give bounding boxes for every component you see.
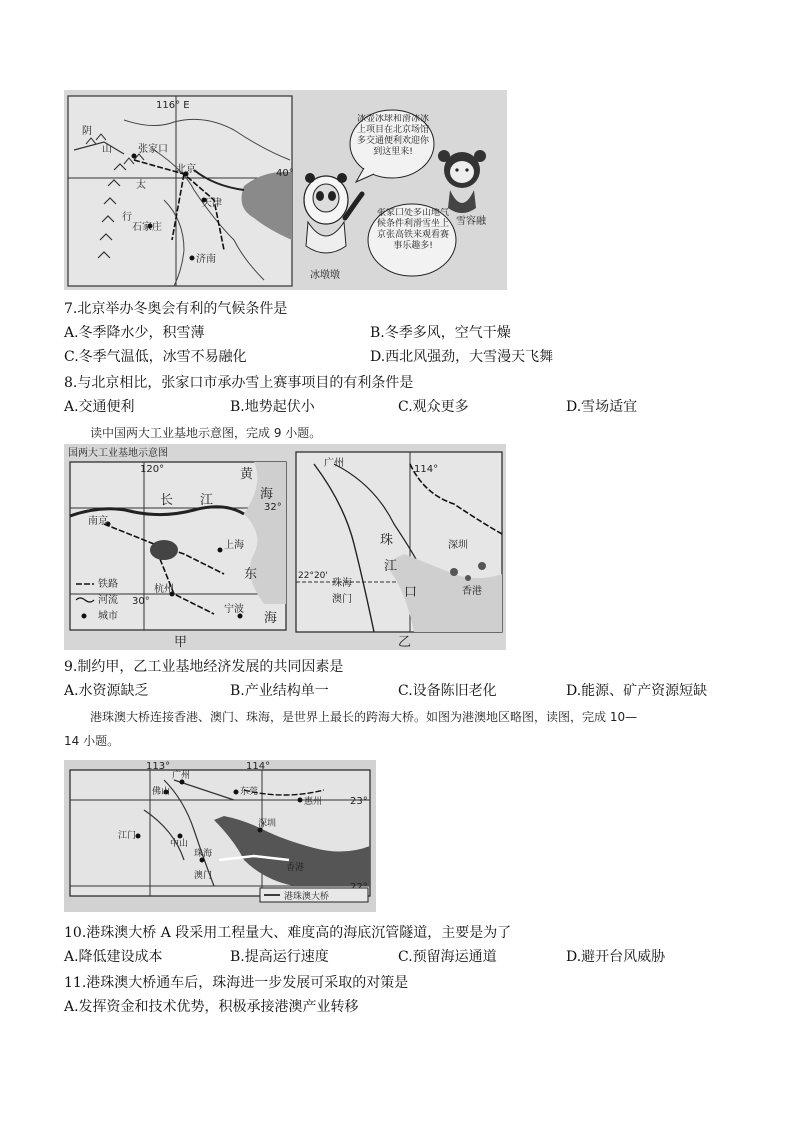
fig2-header-fragment: 国两大工业基地示意图 bbox=[68, 448, 168, 459]
q8-option-a[interactable]: A.交通便利 bbox=[64, 399, 135, 415]
q8-option-b[interactable]: B.地势起伏小 bbox=[230, 399, 315, 415]
question-9-stem: 9.制约甲，乙工业基地经济发展的共同因素是 bbox=[64, 659, 344, 675]
figure-winter-olympics-map bbox=[64, 90, 507, 290]
fig2-left-place: 长 bbox=[160, 493, 174, 508]
fig2-right-place: 澳门 bbox=[332, 594, 352, 605]
fig3-place: 珠海 bbox=[194, 849, 213, 859]
fig3-place: 深圳 bbox=[258, 819, 277, 829]
fig1-place: 天津 bbox=[202, 198, 222, 209]
fig2-left-place: 上海 bbox=[224, 540, 244, 551]
q10-option-c[interactable]: C.预留海运通道 bbox=[398, 949, 497, 965]
question-8-stem: 8.与北京相比，张家口市承办雪上赛事项目的有利条件是 bbox=[64, 375, 414, 391]
fig3-place: 香港 bbox=[286, 863, 305, 873]
fig3-place: 惠州 bbox=[304, 797, 323, 807]
figure-industrial-bases bbox=[64, 444, 506, 650]
fig1-place: 阴 bbox=[82, 126, 92, 137]
fig2-left-lon: 120° bbox=[140, 464, 165, 475]
q9-option-c[interactable]: C.设备陈旧老化 bbox=[398, 683, 497, 699]
fig2-left-lat2: 30° bbox=[132, 596, 150, 607]
intro-q10-line2: 14 小题。 bbox=[64, 734, 120, 748]
fig2-right-place: 珠 bbox=[380, 533, 394, 548]
speech-bubble-xuerongrong: 张家口处多山地气候条件利滑雪坐上京张高铁来观看赛事乐趣多! bbox=[376, 208, 449, 251]
fig2-label-yi: 乙 bbox=[398, 635, 412, 650]
fig1-place: 行 bbox=[122, 212, 132, 223]
fig2-right-place: 珠海 bbox=[332, 578, 352, 589]
q10-option-d[interactable]: D.避开台风威胁 bbox=[566, 949, 666, 965]
fig3-lon2: 114° bbox=[246, 761, 271, 772]
fig1-place: 北京 bbox=[176, 164, 196, 175]
q7-option-c[interactable]: C.冬季气温低，冰雪不易融化 bbox=[64, 349, 247, 365]
q7-option-d[interactable]: D.西北风强劲，大雪漫天飞舞 bbox=[370, 349, 554, 365]
fig2-left-place: 黄 bbox=[240, 467, 254, 482]
fig2-left-place: 宁波 bbox=[224, 604, 244, 615]
q10-option-b[interactable]: B.提高运行速度 bbox=[230, 949, 329, 965]
q7-option-a[interactable]: A.冬季降水少，积雪薄 bbox=[64, 325, 205, 341]
mascot2-name: 雪容融 bbox=[456, 216, 486, 227]
q8-option-c[interactable]: C.观众更多 bbox=[398, 399, 469, 415]
fig1-lon-label: 116° E bbox=[156, 100, 190, 111]
fig2-right-place: 口 bbox=[404, 585, 418, 600]
fig2-right-place: 香港 bbox=[462, 586, 482, 597]
fig3-lat1: 23° bbox=[350, 796, 368, 807]
fig2-right-lon: 114° bbox=[414, 464, 439, 475]
fig2-left-place: 海 bbox=[264, 611, 278, 626]
q10-option-a[interactable]: A.降低建设成本 bbox=[64, 949, 163, 965]
q11-option-a[interactable]: A.发挥资金和技术优势，积极承接港澳产业转移 bbox=[64, 999, 359, 1015]
fig2-legend-rail: 铁路 bbox=[98, 579, 118, 590]
fig3-place: 江门 bbox=[118, 831, 137, 841]
fig2-left-place: 杭州 bbox=[154, 584, 174, 595]
question-10-stem: 10.港珠澳大桥 A 段采用工程量大、难度高的海底沉管隧道，主要是为了 bbox=[64, 925, 512, 941]
fig1-place: 石家庄 bbox=[132, 222, 162, 233]
q8-option-d[interactable]: D.雪场适宜 bbox=[566, 399, 638, 415]
fig2-left-place: 海 bbox=[260, 487, 274, 502]
speech-bubble-bingdundun: 冰壶冰球和滑冰冰上项目在北京场馆多交通便利欢迎你到这里来! bbox=[356, 114, 429, 157]
fig1-lat-label: 40° bbox=[276, 168, 294, 179]
fig2-right-place: 广州 bbox=[324, 458, 344, 469]
fig1-place: 太 bbox=[136, 180, 146, 191]
fig3-place: 澳门 bbox=[194, 871, 213, 881]
q7-option-b[interactable]: B.冬季多风，空气干燥 bbox=[370, 325, 511, 341]
fig2-right-place: 江 bbox=[384, 559, 398, 574]
intro-q9: 读中国两大工业基地示意图，完成 9 小题。 bbox=[90, 426, 322, 440]
fig2-legend-river: 河流 bbox=[98, 595, 118, 606]
fig1-place: 张家口 bbox=[138, 144, 168, 155]
fig3-place: 佛山 bbox=[152, 787, 171, 797]
figure-hzmb-map bbox=[64, 760, 376, 912]
intro-q10-line1: 港珠澳大桥连接香港、澳门、珠海，是世界上最长的跨海大桥。如图为港澳地区略图，读图，完成 10— bbox=[90, 710, 638, 724]
q9-option-b[interactable]: B.产业结构单一 bbox=[230, 683, 329, 699]
fig3-lon1: 113° bbox=[146, 761, 171, 772]
fig3-legend-bridge: 港珠澳大桥 bbox=[284, 892, 330, 902]
question-7-stem: 7.北京举办冬奥会有利的气候条件是 bbox=[64, 301, 288, 317]
fig3-place: 中山 bbox=[170, 839, 189, 849]
fig2-left-place: 东 bbox=[244, 567, 258, 582]
q9-option-a[interactable]: A.水资源缺乏 bbox=[64, 683, 149, 699]
fig2-legend-city: 城市 bbox=[98, 611, 118, 622]
fig2-left-place: 南京 bbox=[88, 516, 108, 527]
fig1-place: 济南 bbox=[196, 254, 216, 265]
fig2-left-place: 江 bbox=[200, 493, 214, 508]
question-11-stem: 11.港珠澳大桥通车后，珠海进一步发展可采取的对策是 bbox=[64, 975, 409, 991]
fig2-label-jia: 甲 bbox=[174, 635, 188, 650]
fig2-right-place: 深圳 bbox=[448, 540, 468, 551]
fig2-right-lat: 22°20' bbox=[298, 571, 328, 581]
fig2-left-lat: 32° bbox=[264, 502, 282, 513]
fig3-place: 东莞 bbox=[240, 787, 259, 797]
fig1-place: 山 bbox=[102, 144, 112, 155]
q9-option-d[interactable]: D.能源、矿产资源短缺 bbox=[566, 683, 708, 699]
fig3-place: 广州 bbox=[172, 771, 191, 781]
mascot1-name: 冰墩墩 bbox=[310, 270, 340, 281]
